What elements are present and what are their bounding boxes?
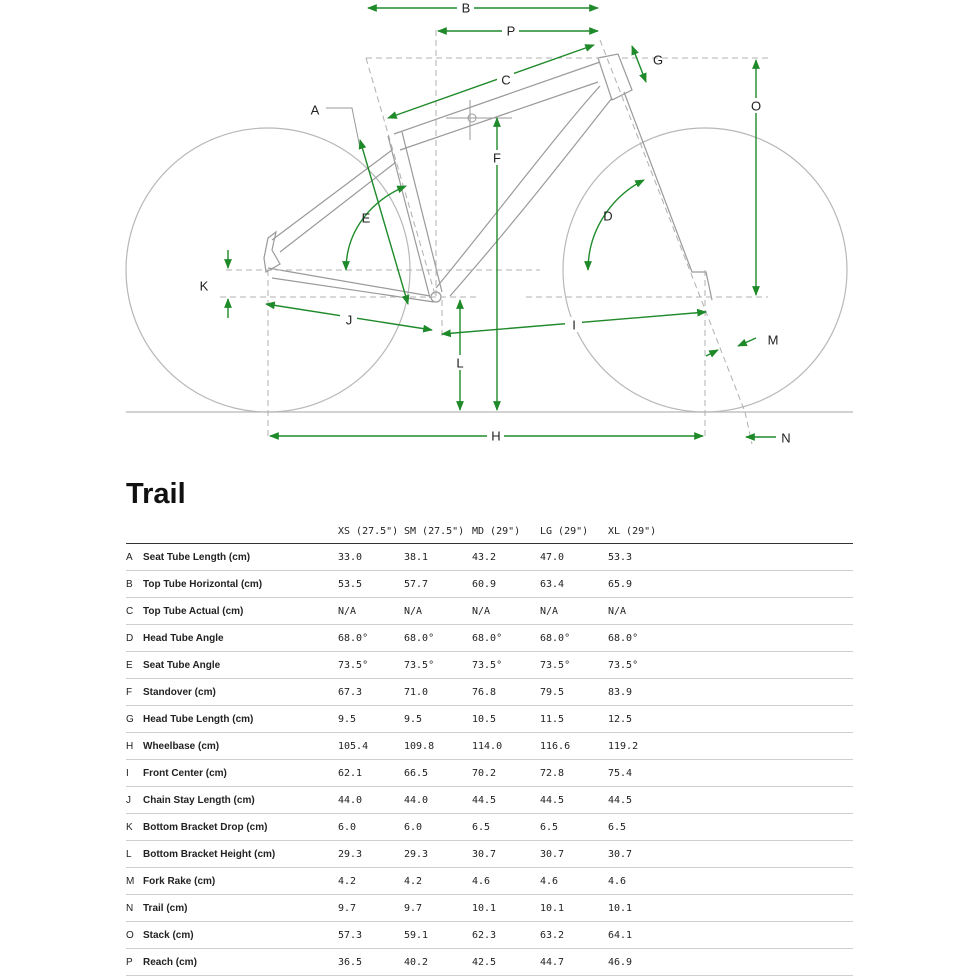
row-letter: E	[126, 652, 143, 679]
dim-e	[346, 186, 406, 270]
row-value: 114.0	[472, 733, 540, 760]
label-p: P	[506, 23, 516, 39]
row-name: Head Tube Length (cm)	[143, 706, 338, 733]
column-header: MD (29")	[472, 520, 540, 544]
frame	[264, 54, 712, 302]
row-name: Stack (cm)	[143, 922, 338, 949]
dim-g	[632, 46, 646, 82]
label-c: C	[501, 72, 511, 88]
row-value: 30.7	[472, 841, 540, 868]
row-value: 73.5°	[404, 652, 472, 679]
bike-geometry-diagram	[0, 0, 980, 460]
row-letter: G	[126, 706, 143, 733]
row-value: 10.1	[608, 895, 853, 922]
label-g: G	[652, 52, 664, 68]
row-value: 59.1	[404, 922, 472, 949]
row-value: 30.7	[608, 841, 853, 868]
label-i: I	[572, 317, 576, 333]
row-letter: J	[126, 787, 143, 814]
row-name: Top Tube Horizontal (cm)	[143, 571, 338, 598]
table-row	[126, 544, 853, 571]
table-row	[126, 868, 853, 895]
table-row	[126, 679, 853, 706]
row-value: 71.0	[404, 679, 472, 706]
table-row	[126, 760, 853, 787]
table-row	[126, 625, 853, 652]
row-value: 105.4	[338, 733, 404, 760]
row-value: 9.5	[338, 706, 404, 733]
row-value: 44.7	[540, 949, 608, 976]
row-value: 30.7	[540, 841, 608, 868]
row-value: 62.3	[472, 922, 540, 949]
row-value: 33.0	[338, 544, 404, 571]
table-row	[126, 652, 853, 679]
row-letter: H	[126, 733, 143, 760]
fork	[624, 92, 712, 300]
row-value: 68.0°	[404, 625, 472, 652]
row-value: 75.4	[608, 760, 853, 787]
row-name: Seat Tube Angle	[143, 652, 338, 679]
geometry-table	[126, 520, 853, 976]
row-name: Front Center (cm)	[143, 760, 338, 787]
row-name: Top Tube Actual (cm)	[143, 598, 338, 625]
row-value: 73.5°	[472, 652, 540, 679]
row-value: 60.9	[472, 571, 540, 598]
row-value: 4.2	[338, 868, 404, 895]
row-value: 62.1	[338, 760, 404, 787]
row-value: 11.5	[540, 706, 608, 733]
row-name: Wheelbase (cm)	[143, 733, 338, 760]
row-value: 73.5°	[338, 652, 404, 679]
seat-tube	[388, 132, 442, 298]
row-value: 44.5	[608, 787, 853, 814]
table-row	[126, 706, 853, 733]
row-letter: L	[126, 841, 143, 868]
row-value: 64.1	[608, 922, 853, 949]
label-e: E	[361, 210, 371, 226]
row-name: Head Tube Angle	[143, 625, 338, 652]
row-value: 68.0°	[472, 625, 540, 652]
row-value: 42.5	[472, 949, 540, 976]
table-row	[126, 571, 853, 598]
row-name: Trail (cm)	[143, 895, 338, 922]
label-k: K	[199, 278, 209, 294]
row-letter: M	[126, 868, 143, 895]
row-value: 68.0°	[608, 625, 853, 652]
row-name: Standover (cm)	[143, 679, 338, 706]
row-value: 9.7	[404, 895, 472, 922]
row-value: 46.9	[608, 949, 853, 976]
row-value: 10.5	[472, 706, 540, 733]
table-row	[126, 787, 853, 814]
row-letter: C	[126, 598, 143, 625]
row-value: 70.2	[472, 760, 540, 787]
row-name: Reach (cm)	[143, 949, 338, 976]
row-value: 73.5°	[608, 652, 853, 679]
row-value: 53.3	[608, 544, 853, 571]
row-letter: N	[126, 895, 143, 922]
label-o: O	[750, 98, 762, 114]
row-value: 79.5	[540, 679, 608, 706]
row-value: 43.2	[472, 544, 540, 571]
head-tube	[598, 54, 632, 100]
table-row	[126, 949, 853, 976]
label-f: F	[493, 150, 501, 166]
row-value: N/A	[540, 598, 608, 625]
row-value: 44.5	[540, 787, 608, 814]
row-value: 47.0	[540, 544, 608, 571]
row-name: Seat Tube Length (cm)	[143, 544, 338, 571]
row-name: Bottom Bracket Height (cm)	[143, 841, 338, 868]
dim-m	[738, 338, 756, 346]
table-row	[126, 733, 853, 760]
row-value: 44.0	[338, 787, 404, 814]
row-value: 6.5	[472, 814, 540, 841]
bike-outline	[126, 30, 853, 444]
row-name: Bottom Bracket Drop (cm)	[143, 814, 338, 841]
row-value: 4.6	[540, 868, 608, 895]
label-m: M	[767, 332, 779, 348]
row-value: N/A	[608, 598, 853, 625]
row-letter: F	[126, 679, 143, 706]
row-value: 4.2	[404, 868, 472, 895]
dimension-labels	[200, 0, 791, 446]
row-value: 67.3	[338, 679, 404, 706]
column-header: XS (27.5")	[338, 520, 404, 544]
row-letter: P	[126, 949, 143, 976]
row-value: 65.9	[608, 571, 853, 598]
row-value: 6.5	[540, 814, 608, 841]
row-value: 12.5	[608, 706, 853, 733]
column-header: LG (29")	[540, 520, 608, 544]
row-letter: D	[126, 625, 143, 652]
dim-m-2	[706, 350, 718, 356]
column-header: XL (29")	[608, 520, 853, 544]
row-value: 6.0	[338, 814, 404, 841]
row-value: 9.5	[404, 706, 472, 733]
row-value: 6.5	[608, 814, 853, 841]
table-row	[126, 895, 853, 922]
label-l: L	[456, 355, 464, 371]
row-value: 4.6	[608, 868, 853, 895]
row-value: 53.5	[338, 571, 404, 598]
dropout	[264, 232, 280, 272]
row-letter: B	[126, 571, 143, 598]
row-value: 73.5°	[540, 652, 608, 679]
label-j: J	[345, 312, 353, 328]
label-a: A	[310, 102, 320, 118]
table-row	[126, 922, 853, 949]
row-letter: A	[126, 544, 143, 571]
row-value: 57.7	[404, 571, 472, 598]
row-value: 9.7	[338, 895, 404, 922]
row-value: 109.8	[404, 733, 472, 760]
label-d: D	[603, 208, 613, 224]
table-title: Trail	[126, 478, 186, 510]
row-value: 72.8	[540, 760, 608, 787]
row-value: 68.0°	[540, 625, 608, 652]
table-row	[126, 814, 853, 841]
row-value: 66.5	[404, 760, 472, 787]
row-value: 4.6	[472, 868, 540, 895]
row-value: 57.3	[338, 922, 404, 949]
row-value: 29.3	[404, 841, 472, 868]
row-value: 44.0	[404, 787, 472, 814]
row-name: Chain Stay Length (cm)	[143, 787, 338, 814]
row-value: 68.0°	[338, 625, 404, 652]
label-h: H	[491, 428, 501, 444]
row-value: 40.2	[404, 949, 472, 976]
column-header: SM (27.5")	[404, 520, 472, 544]
row-value: 63.4	[540, 571, 608, 598]
row-value: 44.5	[472, 787, 540, 814]
row-value: 29.3	[338, 841, 404, 868]
row-value: 76.8	[472, 679, 540, 706]
row-name: Fork Rake (cm)	[143, 868, 338, 895]
table-row	[126, 598, 853, 625]
row-value: 83.9	[608, 679, 853, 706]
reference-lines	[220, 30, 768, 444]
row-value: 6.0	[404, 814, 472, 841]
row-value: N/A	[472, 598, 540, 625]
table-row	[126, 841, 853, 868]
row-value: 10.1	[472, 895, 540, 922]
table-header-row	[126, 520, 853, 544]
row-value: 38.1	[404, 544, 472, 571]
label-n: N	[781, 430, 791, 446]
row-value: 36.5	[338, 949, 404, 976]
dim-c	[388, 45, 594, 118]
row-value: 119.2	[608, 733, 853, 760]
row-value: N/A	[338, 598, 404, 625]
label-b: B	[461, 0, 471, 16]
row-letter: K	[126, 814, 143, 841]
table-body	[126, 544, 853, 976]
row-value: N/A	[404, 598, 472, 625]
row-value: 10.1	[540, 895, 608, 922]
row-letter: O	[126, 922, 143, 949]
row-value: 116.6	[540, 733, 608, 760]
row-value: 63.2	[540, 922, 608, 949]
dim-d	[588, 180, 644, 270]
row-letter: I	[126, 760, 143, 787]
